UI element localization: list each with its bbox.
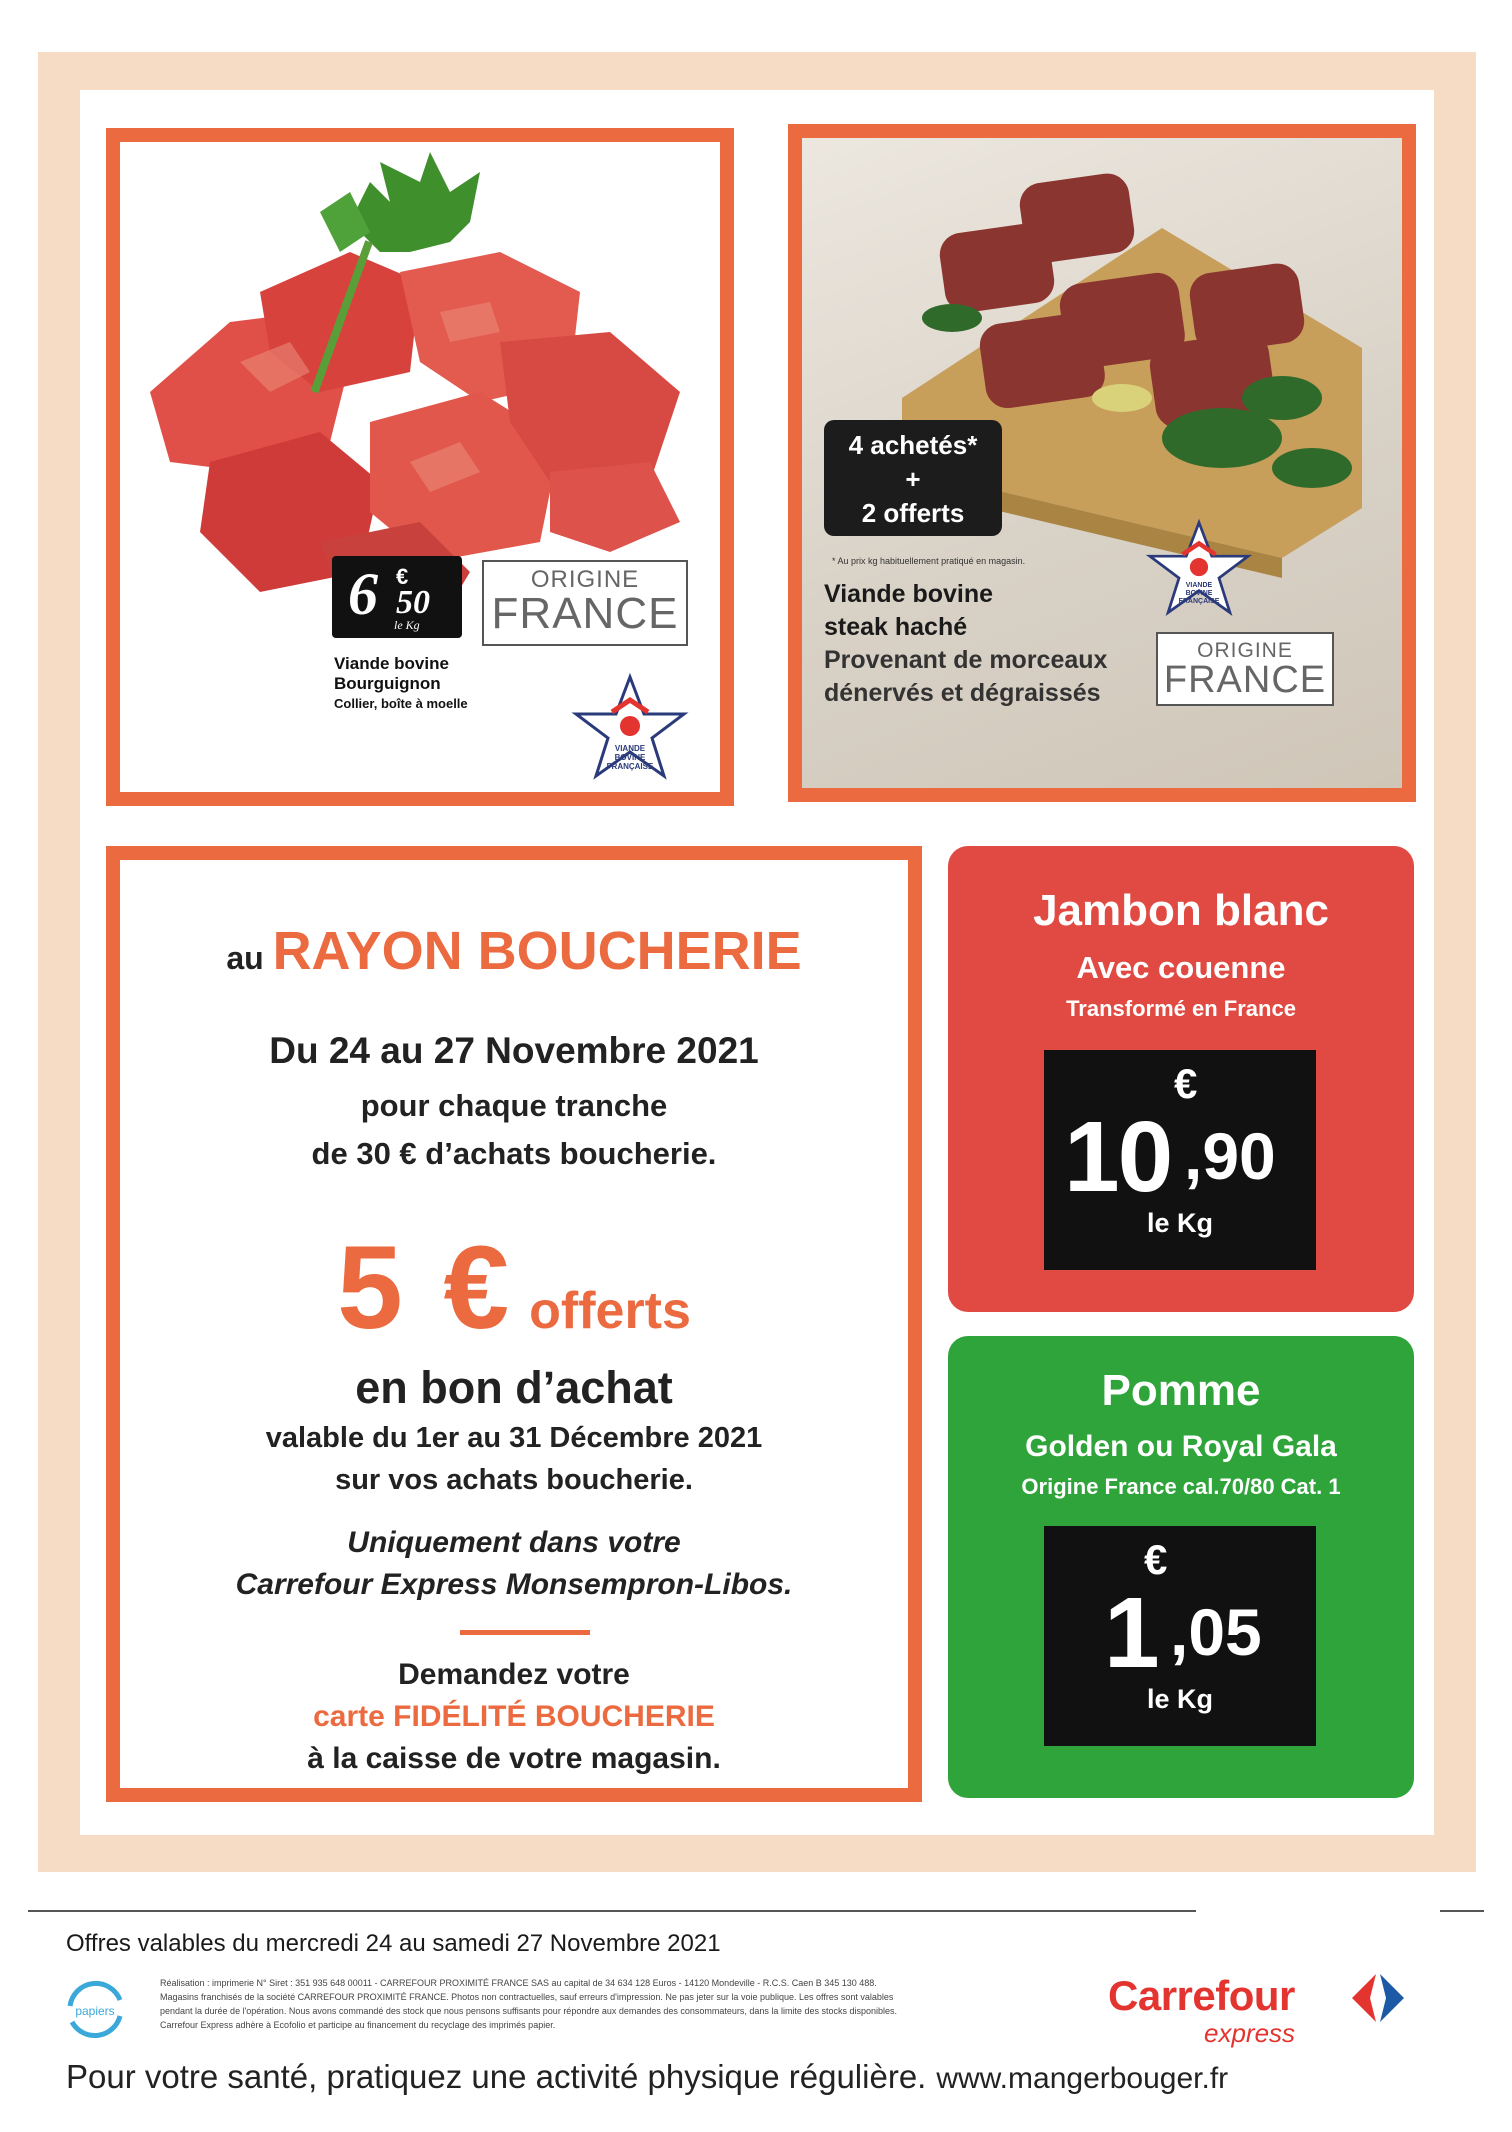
promo-title-main: RAYON BOUCHERIE xyxy=(272,921,802,981)
product-detail-line2: dénervés et dégraissés xyxy=(824,679,1101,707)
price-unit: le Kg xyxy=(1146,1684,1213,1714)
promo-divider xyxy=(460,1630,590,1635)
offer-line3: 2 offerts xyxy=(861,498,965,528)
currency-symbol: € xyxy=(1174,1060,1198,1107)
price-tag-bourguignon xyxy=(332,556,462,638)
product-bourguignon-card xyxy=(106,128,734,806)
promo-title-prefix: au xyxy=(226,940,264,976)
promo-condition-line1: pour chaque tranche xyxy=(360,1088,668,1123)
label-badge-text: VIANDE BOVINE FRANÇAISE xyxy=(1178,582,1220,605)
origine-france-box xyxy=(482,560,688,646)
product-steak-hache-card xyxy=(788,124,1416,802)
price-block xyxy=(1044,1050,1316,1270)
promo-store-line2: Carrefour Express Monsempron-Libos. xyxy=(235,1568,793,1601)
price-unit: le Kg xyxy=(394,618,420,632)
origine-label: ORIGINE xyxy=(1197,639,1293,662)
product-detail: Collier, boîte à moelle xyxy=(334,696,468,711)
papiers-recycling-logo xyxy=(60,1976,130,2046)
price-integer: 6 xyxy=(348,561,378,627)
label-badge-text: VIANDE BOVINE FRANÇAISE xyxy=(606,744,654,771)
pomme-offer xyxy=(948,1336,1414,1798)
footer-rule-right xyxy=(1440,1910,1484,1912)
viande-bovine-francaise-logo xyxy=(1144,518,1254,618)
promo-title xyxy=(120,920,908,982)
legal-line: Magasins franchisés de la société CARREFOUR PROXIMITÉ FRANCE. Photos non contractuelles, sauf erreurs d'impression. Ne pas jeter sur la voie publique. Les offres sont valables xyxy=(160,1992,894,2002)
offer-validity: Offres valables du mercredi 24 au samedi 27 Novembre 2021 xyxy=(66,1930,721,1957)
health-message xyxy=(66,2058,1228,2096)
rayon-boucherie-promo xyxy=(106,846,922,1802)
brand-name: Carrefour xyxy=(1108,1972,1295,2019)
mangerbouger-link[interactable]: www.mangerbouger.fr xyxy=(936,2062,1229,2095)
offer-line1: 4 achetés* xyxy=(848,430,978,460)
carrefour-express-logo xyxy=(1108,1968,1448,2048)
viande-bovine-francaise-logo xyxy=(570,672,690,782)
product-caption xyxy=(824,578,1107,710)
price-unit: le Kg xyxy=(1146,1208,1213,1238)
price-cents: ,05 xyxy=(1170,1595,1262,1669)
promo-condition-line2: de 30 € d’achats boucherie. xyxy=(311,1136,717,1171)
offer-title: Pomme xyxy=(1101,1366,1261,1415)
product-caption xyxy=(334,654,468,714)
promo-dates: Du 24 au 27 Novembre 2021 xyxy=(269,1030,759,1071)
product-detail-line1: Provenant de morceaux xyxy=(824,646,1108,674)
papiers-label: papiers xyxy=(75,2004,115,2018)
price-block xyxy=(1044,1526,1316,1746)
promo-ask-line: Demandez votre xyxy=(398,1658,630,1691)
promo-validity-line2: sur vos achats boucherie. xyxy=(335,1464,693,1496)
product-name-line1: Viande bovine xyxy=(824,580,994,608)
offer-badge-4-plus-2 xyxy=(824,420,1002,536)
legal-line: pendant la durée de l'opération. Nous avons commandé des stock que nous pensons suffisants pour répondre aux demandes des consommateurs, dans la limite des stocks disponibles. xyxy=(160,2006,897,2016)
legal-mentions xyxy=(160,1976,1090,2032)
promo-loyalty-card: carte FIDÉLITÉ BOUCHERIE xyxy=(313,1700,715,1733)
currency-symbol: € xyxy=(1144,1536,1168,1583)
offer-line2: + xyxy=(905,464,921,494)
promo-bon-achat: en bon d’achat xyxy=(355,1362,673,1413)
price-integer: 10 xyxy=(1064,1101,1172,1213)
offer-subtitle: Golden ou Royal Gala xyxy=(1025,1430,1337,1463)
france-label: FRANCE xyxy=(1163,659,1327,701)
promo-offerts: offerts xyxy=(529,1282,691,1340)
promo-checkout-line: à la caisse de votre magasin. xyxy=(307,1742,721,1775)
legal-line: Carrefour Express adhère à Ecofolio et participe au financement du recyclage des imprimés papier. xyxy=(160,2020,556,2030)
price-cents: ,90 xyxy=(1184,1119,1276,1193)
jambon-blanc-offer xyxy=(948,846,1414,1312)
carrefour-mark-icon xyxy=(1348,1970,1408,2026)
promo-amount xyxy=(120,1220,908,1356)
offer-footnote: * Au prix kg habituellement pratiqué en magasin. xyxy=(832,556,1026,566)
promo-validity-line1: valable du 1er au 31 Décembre 2021 xyxy=(265,1422,763,1454)
france-label: FRANCE xyxy=(491,589,679,638)
offer-detail: Transformé en France xyxy=(1066,996,1296,1021)
footer-rule-left xyxy=(28,1910,1196,1912)
offer-detail: Origine France cal.70/80 Cat. 1 xyxy=(1021,1474,1341,1499)
price-cents: 50 xyxy=(396,584,430,621)
recycle-papiers-icon xyxy=(60,1976,130,2046)
health-text: Pour votre santé, pratiquez une activité physique régulière. xyxy=(66,2058,927,2095)
product-name-line2: Bourguignon xyxy=(334,674,441,693)
origine-label: ORIGINE xyxy=(530,566,640,593)
offer-subtitle: Avec couenne xyxy=(1076,950,1286,985)
origine-france-box xyxy=(1156,632,1334,706)
offer-title: Jambon blanc xyxy=(1033,886,1329,935)
legal-line: Réalisation : imprimerie N° Siret : 351 935 648 00011 - CARREFOUR PROXIMITÉ FRANCE SAS au capital de 34 634 128 Euros - 14120 Mondeville - R.C.S. Caen B 345 130 488. xyxy=(160,1978,877,1988)
product-name-line2: steak haché xyxy=(824,613,968,641)
price-integer: 1 xyxy=(1104,1577,1158,1689)
currency-symbol: € xyxy=(396,564,409,589)
promo-amount-value: 5 € xyxy=(337,1222,514,1354)
product-name-line1: Viande bovine xyxy=(334,654,449,673)
promo-store-line1: Uniquement dans votre xyxy=(347,1526,681,1559)
brand-subline: express xyxy=(1204,2018,1296,2048)
